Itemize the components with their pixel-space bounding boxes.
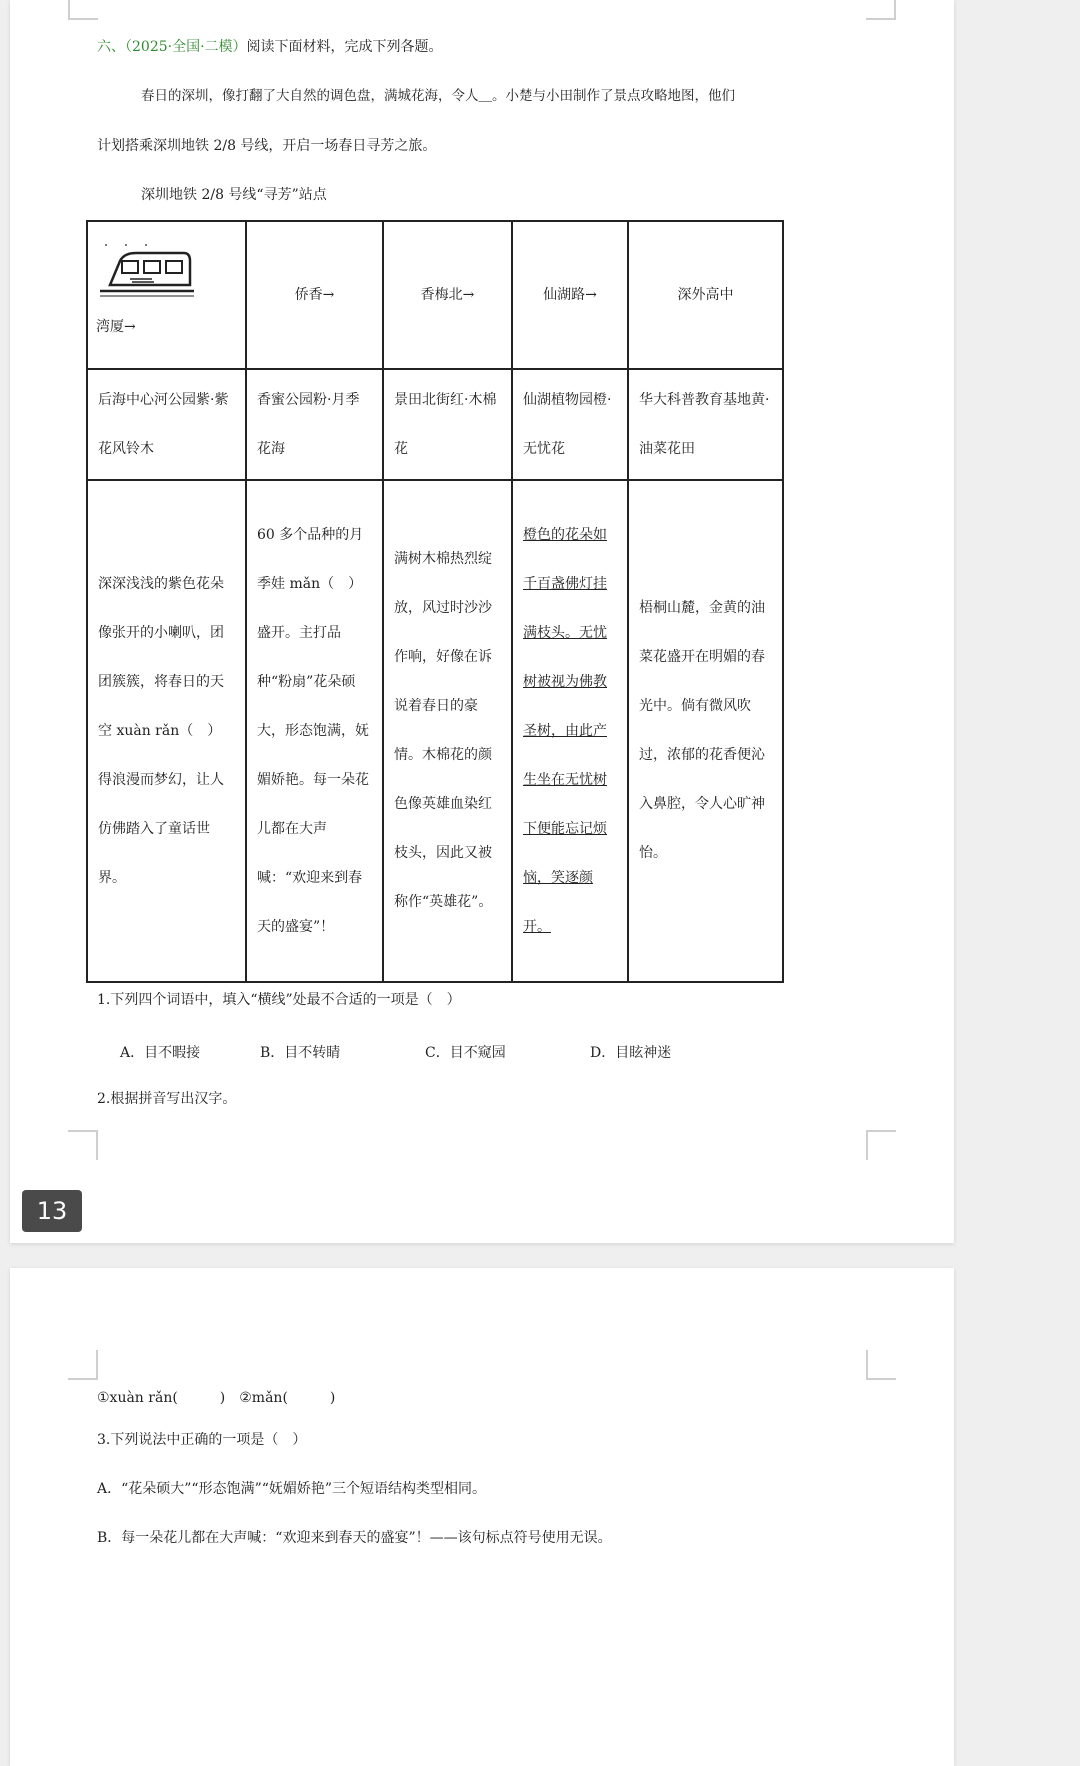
question-header [97,40,443,54]
q3-option-b[interactable]: B．每一朵花儿都在大声喊：“欢迎来到春天的盛宴”！——该句标点符号使用无误。 [97,1530,612,1546]
station-cell-1 [87,221,246,369]
q1-option-c[interactable]: C．目不窥园 [425,1045,506,1061]
q1-option-b[interactable]: B．目不转睛 [260,1045,341,1061]
description-row [87,480,783,982]
table-caption: 深圳地铁 2/8 号线“寻芳”站点 [141,187,327,203]
station-5: 深外高中 [628,221,783,369]
q1-option-a[interactable]: A．目不暇接 [120,1045,201,1061]
page-two [10,1268,954,1766]
pinyin-answer-line: ①xuàn rǎn( ) ②mǎn( ) [97,1390,336,1406]
q1-option-d[interactable]: D．目眩神迷 [590,1045,672,1061]
question-source: 六、（2025·全国·二模） [97,39,247,55]
metro-station-table [86,220,784,983]
spot-5: 华大科普教育基地黄·油菜花田 [628,369,783,480]
crop-mark [68,1130,98,1160]
q1-stem: 1.下列四个词语中，填入“横线”处最不合适的一项是（ ） [97,992,461,1008]
q3-stem: 3.下列说法中正确的一项是（ ） [97,1432,307,1448]
spot-1: 后海中心河公园紫·紫花风铃木 [87,369,246,480]
station-row [87,221,783,369]
intro-line-1: 春日的深圳，像打翻了大自然的调色盘，满城花海，令人＿。小楚与小田制作了景点攻略地图，他们 [141,88,735,104]
station-2: 侨香→ [246,221,383,369]
q3-option-a[interactable]: A．“花朵硕大”“形态饱满”“妩媚娇艳”三个短语结构类型相同。 [97,1481,487,1497]
desc-1: 深深浅浅的紫色花朵像张开的小喇叭，团团簇簇，将春日的天空 xuàn rǎn（ ）得浪漫而梦幻，让人仿佛踏入了童话世界。 [87,480,246,982]
crop-mark [866,1350,896,1380]
desc-4: 橙色的花朵如千百盏佛灯挂满枝头。无忧树被视为佛教圣树，由此产生坐在无忧树下便能忘记烦恼，笑逐颜开。 [512,480,628,982]
spot-2: 香蜜公园粉·月季花海 [246,369,383,480]
spot-row [87,369,783,480]
crop-mark [866,1130,896,1160]
desc-5: 梧桐山麓，金黄的油菜花盛开在明媚的春光中。倘有微风吹过，浓郁的花香便沁入鼻腔，令人心旷神怡。 [628,480,783,982]
station-3: 香梅北→ [383,221,512,369]
spot-4: 仙湖植物园橙·无忧花 [512,369,628,480]
question-instruction: 阅读下面材料，完成下列各题。 [246,39,443,55]
crop-mark [68,0,98,20]
page-number-badge: 13 [22,1190,82,1232]
q2-stem: 2.根据拼音写出汉字。 [97,1091,237,1107]
desc-3: 满树木棉热烈绽放，风过时沙沙作响，好像在诉说着春日的豪情。木棉花的颜色像英雄血染红枝头，因此又被称作“英雄花”。 [383,480,512,982]
train-icon [96,243,196,305]
intro-line-2: 计划搭乘深圳地铁 2/8 号线，开启一场春日寻芳之旅。 [97,138,437,154]
station-4: 仙湖路→ [512,221,628,369]
station-1-name: 湾厦→ [96,319,136,335]
crop-mark [866,0,896,20]
desc-2: 60 多个品种的月季娃 mǎn（ ）盛开。主打品种“粉扇”花朵硕大，形态饱满，妩媚娇艳。每一朵花儿都在大声喊：“欢迎来到春天的盛宴”！ [246,480,383,982]
crop-mark [68,1350,98,1380]
spot-3: 景田北街红·木棉花 [383,369,512,480]
